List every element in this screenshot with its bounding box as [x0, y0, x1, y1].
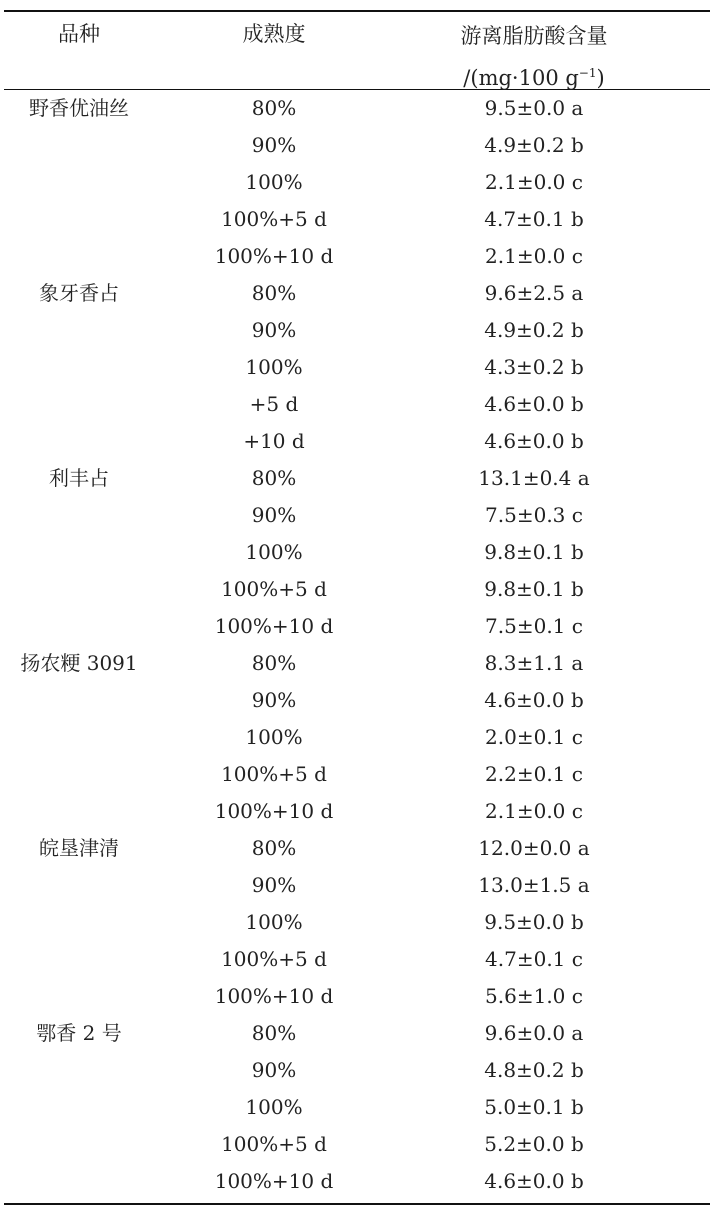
ffa-cell: 2.1±0.0 c	[485, 170, 583, 194]
maturity-cell: 100%+10 d	[214, 799, 334, 823]
table-row	[4, 90, 710, 127]
table-row	[4, 978, 710, 1015]
ffa-cell: 9.6±2.5 a	[484, 281, 584, 305]
ffa-cell: 4.7±0.1 b	[484, 207, 584, 231]
table-row	[4, 1015, 710, 1052]
maturity-cell: 90%	[251, 873, 297, 897]
table-row	[4, 941, 710, 978]
table-row	[4, 793, 710, 830]
table-row	[4, 238, 710, 275]
maturity-cell: 100%	[245, 540, 303, 564]
table-row	[4, 201, 710, 238]
table-row	[4, 349, 710, 386]
ffa-cell: 4.3±0.2 b	[484, 355, 584, 379]
maturity-cell: 100%+5 d	[221, 577, 327, 601]
header-ffa-line1: 游离脂肪酸含量	[460, 24, 608, 48]
maturity-cell: 100%+10 d	[214, 984, 334, 1008]
table-row	[4, 386, 710, 423]
maturity-cell: 80%	[251, 281, 297, 305]
ffa-cell: 2.1±0.0 c	[485, 799, 583, 823]
maturity-cell: 80%	[251, 96, 297, 120]
header-variety: 品种	[58, 22, 100, 46]
maturity-cell: 100%+5 d	[221, 762, 327, 786]
table-row	[4, 571, 710, 608]
maturity-cell: 80%	[251, 466, 297, 490]
table-row	[4, 682, 710, 719]
table-row	[4, 608, 710, 645]
ffa-cell: 9.8±0.1 b	[484, 540, 584, 564]
header-ffa	[384, 18, 684, 97]
ffa-cell: 5.2±0.0 b	[484, 1132, 584, 1156]
maturity-cell: 90%	[251, 318, 297, 342]
maturity-cell: 100%	[245, 1095, 303, 1119]
maturity-cell: 100%+5 d	[221, 207, 327, 231]
ffa-cell: 9.6±0.0 a	[484, 1021, 584, 1045]
ffa-cell: 5.6±1.0 c	[485, 984, 583, 1008]
table-row	[4, 534, 710, 571]
ffa-cell: 7.5±0.3 c	[485, 503, 583, 527]
ffa-cell: 9.5±0.0 b	[484, 910, 584, 934]
ffa-cell: 2.0±0.1 c	[485, 725, 583, 749]
data-table	[4, 10, 710, 1200]
table-row	[4, 312, 710, 349]
ffa-cell: 8.3±1.1 a	[484, 651, 584, 675]
maturity-cell: 100%+10 d	[214, 244, 334, 268]
maturity-cell: 100%	[245, 355, 303, 379]
ffa-cell: 7.5±0.1 c	[485, 614, 583, 638]
variety-cell: 利丰占	[49, 466, 109, 490]
ffa-cell: 12.0±0.0 a	[478, 836, 590, 860]
maturity-cell: 80%	[251, 836, 297, 860]
header-maturity: 成熟度	[242, 22, 306, 46]
maturity-cell: 100%	[245, 170, 303, 194]
table-row	[4, 164, 710, 201]
variety-cell: 扬农粳 3091	[20, 651, 138, 675]
ffa-cell: 4.9±0.2 b	[484, 318, 584, 342]
table-row	[4, 127, 710, 164]
table-row	[4, 275, 710, 312]
table-row	[4, 867, 710, 904]
table-row	[4, 497, 710, 534]
ffa-cell: 4.6±0.0 b	[484, 392, 584, 416]
table-row	[4, 1163, 710, 1200]
ffa-cell: 4.9±0.2 b	[484, 133, 584, 157]
variety-cell: 象牙香占	[39, 281, 119, 305]
header-ffa-unit: /(mg·100 $g^{-1}$)	[463, 66, 605, 90]
maturity-cell: 100%+5 d	[221, 1132, 327, 1156]
table-row	[4, 1052, 710, 1089]
ffa-cell: 4.6±0.0 b	[484, 688, 584, 712]
ffa-cell: 9.5±0.0 a	[484, 96, 584, 120]
table-row	[4, 423, 710, 460]
maturity-cell: 90%	[251, 503, 297, 527]
table-row	[4, 904, 710, 941]
table-row	[4, 645, 710, 682]
maturity-cell: 100%+10 d	[214, 1169, 334, 1193]
table-row	[4, 460, 710, 497]
table-row	[4, 1089, 710, 1126]
maturity-cell: 100%+10 d	[214, 614, 334, 638]
maturity-cell: 90%	[251, 133, 297, 157]
maturity-cell: 100%+5 d	[221, 947, 327, 971]
table-row	[4, 830, 710, 867]
table-row	[4, 1126, 710, 1163]
maturity-cell: +5 d	[249, 392, 299, 416]
ffa-cell: 4.8±0.2 b	[484, 1058, 584, 1082]
maturity-cell: 80%	[251, 651, 297, 675]
ffa-cell: 2.1±0.0 c	[485, 244, 583, 268]
ffa-cell: 4.7±0.1 c	[485, 947, 583, 971]
ffa-cell: 13.0±1.5 a	[478, 873, 590, 897]
table-row	[4, 756, 710, 793]
ffa-cell: 13.1±0.4 a	[478, 466, 590, 490]
ffa-cell: 4.6±0.0 b	[484, 429, 584, 453]
table-body	[4, 90, 710, 1200]
variety-cell: 皖垦津清	[39, 836, 119, 860]
ffa-cell: 2.2±0.1 c	[485, 762, 583, 786]
maturity-cell: 100%	[245, 910, 303, 934]
maturity-cell: 90%	[251, 688, 297, 712]
variety-cell: 鄂香 2 号	[36, 1021, 122, 1045]
table-row	[4, 719, 710, 756]
maturity-cell: 100%	[245, 725, 303, 749]
variety-cell: 野香优油丝	[29, 96, 129, 120]
maturity-cell: 90%	[251, 1058, 297, 1082]
table-header	[4, 12, 710, 89]
bottom-rule	[4, 1203, 710, 1205]
ffa-cell: 5.0±0.1 b	[484, 1095, 584, 1119]
ffa-cell: 4.6±0.0 b	[484, 1169, 584, 1193]
maturity-cell: 80%	[251, 1021, 297, 1045]
ffa-cell: 9.8±0.1 b	[484, 577, 584, 601]
maturity-cell: +10 d	[243, 429, 305, 453]
